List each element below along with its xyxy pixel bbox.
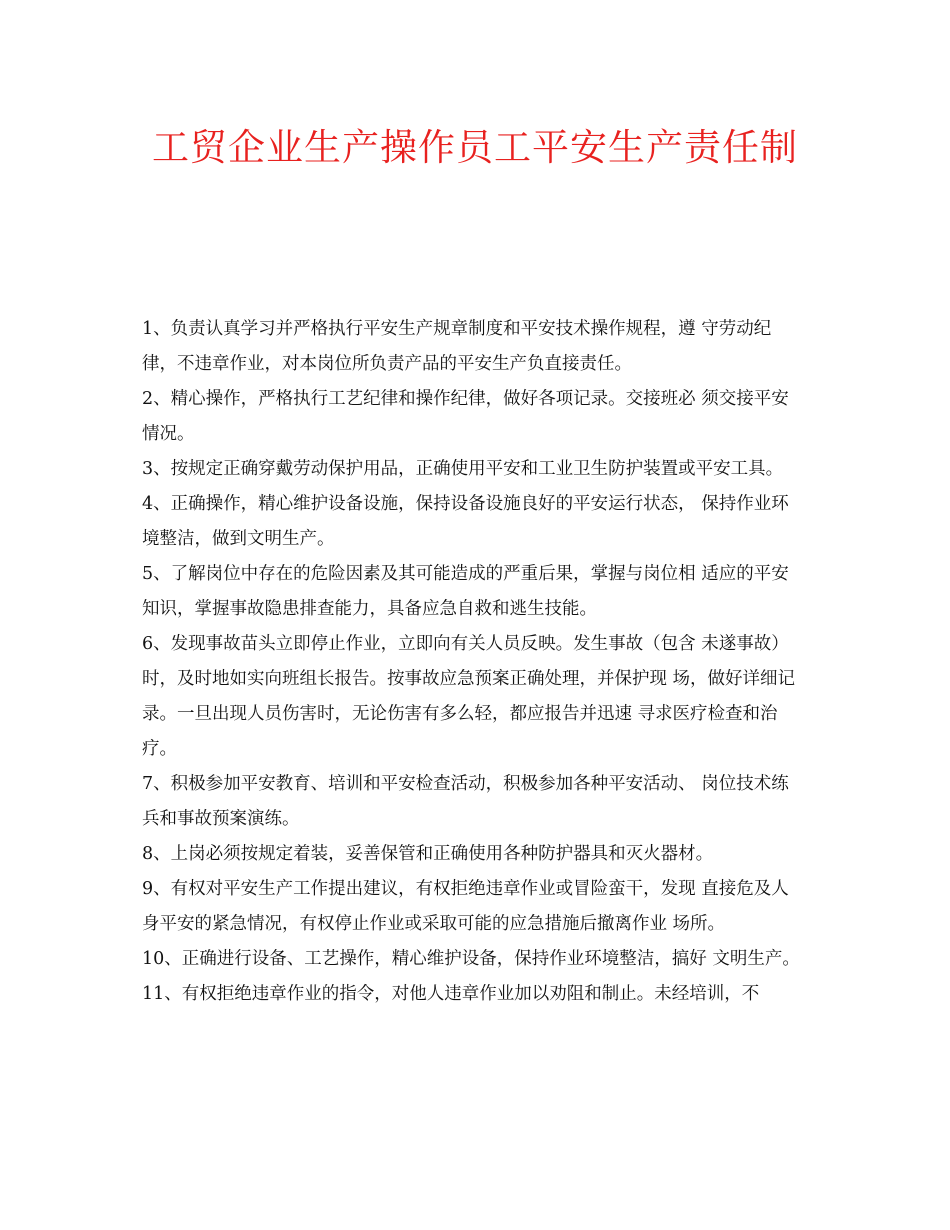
paragraph-5: 5、了解岗位中存在的危险因素及其可能造成的严重后果，掌握与岗位相 适应的平安知识，掌握事故隐患排查能力，具备应急自救和逃生技能。: [142, 564, 789, 619]
paragraph-3: 3、按规定正确穿戴劳动保护用品，正确使用平安和工业卫生防护装置或平安工具。: [142, 459, 784, 479]
document-title: 工贸企业生产操作员工平安生产责任制: [152, 126, 798, 169]
document-body: [142, 312, 802, 1012]
paragraph-10: 10、正确进行设备、工艺操作，精心维护设备，保持作业环境整洁，搞好 文明生产。: [142, 949, 800, 969]
paragraph-6: 6、发现事故苗头立即停止作业，立即向有关人员反映。发生事故（包含 未遂事故）时，及时地如实向班组长报告。按事故应急预案正确处理，并保护现 场，做好详细记录。一旦出现人员伤害时，无论伤害有多么轻，都应报告并迅速 寻求医疗检查和治疗。: [142, 634, 796, 759]
paragraph-4: 4、正确操作，精心维护设备设施，保持设备设施良好的平安运行状态， 保持作业环境整洁，做到文明生产。: [142, 494, 789, 549]
paragraph-1: 1、负责认真学习并严格执行平安生产规章制度和平安技术操作规程，遵 守劳动纪律，不违章作业，对本岗位所负责产品的平安生产负直接责任。: [142, 319, 772, 374]
paragraph-2: 2、精心操作，严格执行工艺纪律和操作纪律，做好各项记录。交接班必 须交接平安情况。: [142, 389, 789, 444]
paragraph-9: 9、有权对平安生产工作提出建议，有权拒绝违章作业或冒险蛮干，发现 直接危及人身平安的紧急情况，有权停止作业或采取可能的应急措施后撤离作业 场所。: [142, 879, 789, 934]
paragraph-8: 8、上岗必须按规定着装，妥善保管和正确使用各种防护器具和灭火器材。: [142, 844, 714, 864]
paragraph-7: 7、积极参加平安教育、培训和平安检查活动，积极参加各种平安活动、 岗位技术练兵和事故预案演练。: [142, 774, 789, 829]
paragraph-11: 11、有权拒绝违章作业的指令，对他人违章作业加以劝阻和制止。未经培训，不: [142, 984, 760, 1004]
